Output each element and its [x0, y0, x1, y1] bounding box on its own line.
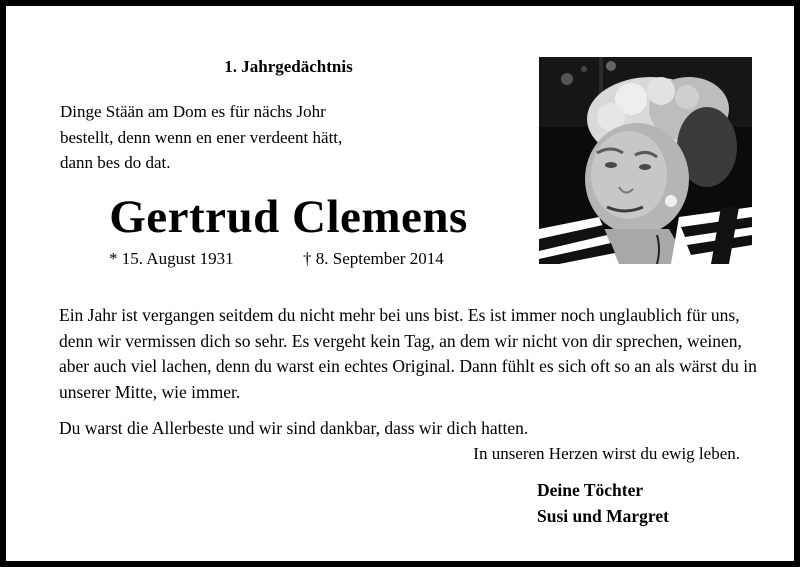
death-date: † 8. September 2014	[303, 249, 444, 268]
closing-line: In unseren Herzen wirst du ewig leben.	[473, 444, 740, 463]
motto-line: Dinge Stään am Dom es für nächs Johr	[60, 102, 326, 121]
memorial-paragraph: Ein Jahr ist vergangen seitdem du nicht mehr bei uns bist. Es ist immer noch unglaublich für uns, denn wir vermissen dich so sehr. Es vergeht kein Tag, an dem wir nicht von dir sprechen, weinen, aber auch viel lachen, denn du warst ein echtes Original. Dann fühlt es sich oft so an als wärst du in unserer Mitte, wie immer.	[59, 305, 757, 402]
signature-line: Deine Töchter	[537, 480, 644, 500]
motto-line: dann bes do dat.	[60, 153, 171, 172]
signature	[537, 478, 669, 529]
portrait-illustration	[539, 57, 752, 264]
signature-line: Susi und Margret	[537, 505, 669, 526]
motto-verse	[60, 99, 342, 176]
memorial-text	[59, 303, 759, 442]
memorial-paragraph: Du warst die Allerbeste und wir sind dankbar, dass wir dich hatten.	[59, 418, 529, 438]
notice-heading: 1. Jahrgedächtnis	[224, 57, 353, 76]
birth-date: * 15. August 1931	[109, 249, 234, 268]
deceased-name: Gertrud Clemens	[109, 191, 468, 243]
portrait-photo	[539, 57, 752, 264]
motto-line: bestellt, denn wenn en ener verdeent hätt,	[60, 127, 343, 147]
